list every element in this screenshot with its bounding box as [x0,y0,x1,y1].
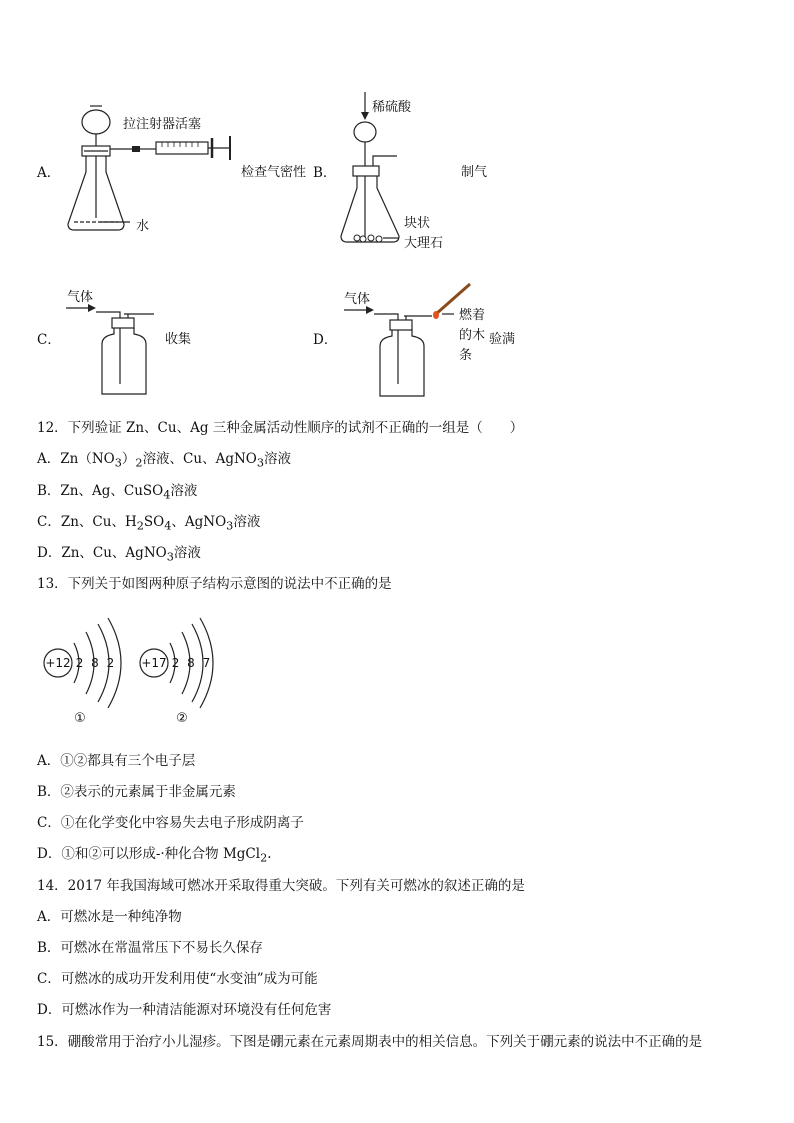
q11-option-b-letter: B． [313,165,337,181]
q11-option-a-letter: A． [37,165,61,181]
q11-option-d-letter: D． [313,332,338,348]
marble-label-line2: 大理石 [404,236,444,251]
marble-label-line1: 块状 [404,216,431,231]
syringe-label: 拉注射器活塞 [123,117,202,132]
atom2-label: ② [176,711,188,726]
stick-label-line2: 的木 [459,328,486,343]
q11-option-c-letter: C． [37,332,61,348]
water-label: 水 [136,219,150,234]
option-d-caption: 验满 [489,332,516,347]
q12-stem: 12．下列验证 Zn、Cu、Ag 三种金属活动性顺序的试剂不正确的一组是（ ） [37,420,524,436]
apparatus-c-diagram [62,300,172,400]
atom2-electrons: 2 8 7 [171,656,213,670]
acid-label: 稀硫酸 [372,100,412,115]
stick-label-line3: 条 [459,348,473,363]
q12-option-b: B．Zn、Ag、CuSO$_4$溶液 [37,483,198,502]
gas-label-c: 气体 [67,290,94,305]
gas-label-d: 气体 [344,292,371,307]
q12-option-d: D．Zn、Cu、AgNO$_3$溶液 [37,545,201,564]
q13-stem: 13．下列关于如图两种原子结构示意图的说法中不正确的是 [37,576,392,592]
q12-option-c: C．Zn、Cu、$H_2SO_4$、AgNO$_3$溶液 [37,514,261,533]
q14-option-b: B．可燃冰在常温常压下不易长久保存 [37,940,263,956]
q12-option-a: A．$Zn(NO_3)_2$溶液、Cu、AgNO$_3$溶液 [37,451,292,470]
option-c-caption: 收集 [165,332,192,347]
q13-option-d: D．①和②可以形成-·种化合物 MgCl$_2$. [37,846,272,865]
q13-option-a: A．①②都具有三个电子层 [37,753,196,769]
atom2-nucleus: +17 [141,656,167,670]
atom1-electrons: 2 8 2 [75,656,117,670]
atom1-nucleus: +12 [45,656,71,670]
stick-label-line1: 燃着 [459,308,486,323]
q14-stem: 14．2017 年我国海域可燃冰开采取得重大突破。下列有关可燃冰的叙述正确的是 [37,878,525,894]
atom-structure-diagram [40,610,220,730]
q14-option-a: A．可燃冰是一种纯净物 [37,909,182,925]
q14-option-c: C．可燃冰的成功开发利用使“水变油”成为可能 [37,971,318,987]
q13-option-b: B．②表示的元素属于非金属元素 [37,784,236,800]
option-b-caption: 制气 [461,165,488,180]
q13-option-c: C．①在化学变化中容易失去电子形成阴离子 [37,815,304,831]
atom1-label: ① [74,711,86,726]
option-a-caption: 检查气密性 [241,165,307,180]
q14-option-d: D．可燃冰作为一种清洁能源对环境没有任何危害 [37,1002,332,1018]
q15-stem: 15．硼酸常用于治疗小儿湿疹。下图是硼元素在元素周期表中的相关信息。下列关于硼元素的说法中不正确的是 [37,1034,703,1050]
